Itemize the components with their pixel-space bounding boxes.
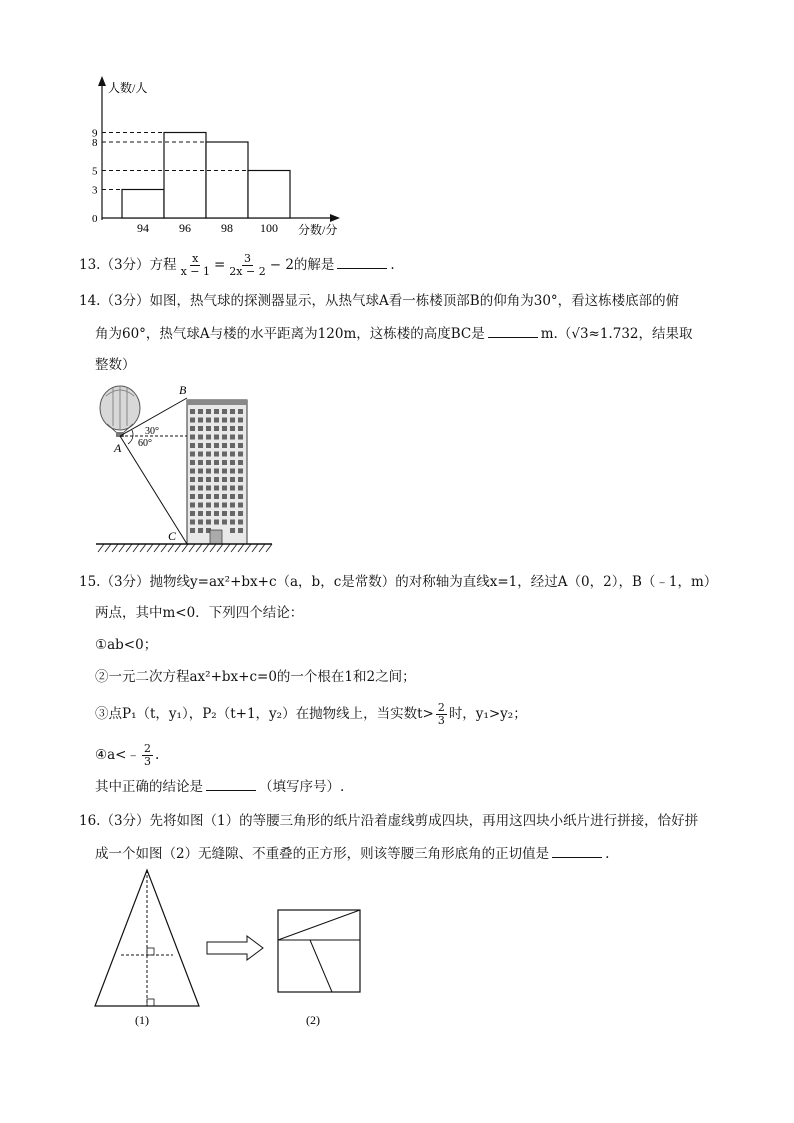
angle-60-label: 60° — [138, 438, 152, 449]
angle-30-label: 30° — [145, 426, 159, 437]
question-16-line-2: 成一个如图（2）无缝隙、不重叠的正方形，则该等腰三角形底角的正切值是 . — [95, 846, 610, 862]
sight-line-ac — [120, 436, 187, 544]
question-14-line-2: 角为60°，热气球A与楼的水平距离为120m，这栋楼的高度BC是 m.（√3≈1.732，结果取 — [95, 326, 693, 342]
y-tick-label: 9 — [92, 127, 98, 140]
point-a-label: A — [114, 441, 122, 455]
answer-blank[interactable] — [337, 256, 387, 269]
x-tick-label: 98 — [221, 221, 233, 235]
answer-blank[interactable] — [488, 325, 538, 338]
y-tick-label: 5 — [92, 165, 98, 178]
x-tick-label: 94 — [137, 221, 149, 235]
balloon-icon — [100, 386, 140, 437]
question-15-ask: 其中正确的结论是 （填写序号）. — [95, 779, 345, 795]
y-tick-label: 3 — [92, 184, 98, 197]
q13-fraction-2: $\frac{3}{2x - 2}$ — [229, 252, 266, 278]
y-axis-label: 人数/人 — [108, 81, 148, 95]
triangle-square-figure — [85, 862, 375, 1032]
bar-98 — [206, 142, 248, 218]
conclusion-3: ③点P₁（t，y₁），P₂（t+1，y₂）在抛物线上，当实数t> $\frac{2}{3}$ 时，y₁>y₂； — [95, 701, 527, 727]
bar-100 — [248, 171, 290, 219]
ground-hatch — [98, 544, 272, 552]
question-15-line-2: 两点，其中m<0．下列四个结论： — [95, 605, 304, 621]
isosceles-triangle — [95, 870, 199, 1006]
conclusion-2: ②一元二次方程ax²+bx+c=0的一个根在1和2之间； — [95, 669, 416, 685]
answer-blank[interactable] — [552, 845, 602, 858]
score-histogram — [80, 70, 360, 240]
balloon-building-figure — [92, 380, 277, 555]
question-16-line-1: 16.（3分）先将如图（1）的等腰三角形的纸片沿着虚线剪成四块，再用这四块小纸片进行拼接，恰好拼 — [79, 813, 699, 829]
question-14-line-3: 整数） — [95, 357, 136, 373]
arrow-right-icon — [207, 936, 263, 960]
conclusion-4: ④a<﹣ $\frac{2}{3}$ . — [95, 742, 160, 768]
figure-1-label: (1) — [135, 1013, 149, 1027]
bar-94 — [122, 190, 164, 219]
y-tick-label: 0 — [92, 213, 98, 225]
x-tick-label: 100 — [260, 221, 278, 235]
point-b-label: B — [179, 383, 187, 397]
y-axis — [98, 76, 106, 220]
figure-2-label: (2) — [306, 1013, 320, 1027]
x-tick-label: 96 — [179, 221, 191, 235]
question-15-line-1: 15.（3分）抛物线y=ax²+bx+c（a，b，c是常数）的对称轴为直线x=1，经过A（0，2），B（﹣1，m） — [79, 574, 718, 590]
building-icon — [187, 400, 247, 544]
answer-blank[interactable] — [206, 778, 256, 791]
point-c-label: C — [168, 529, 177, 543]
conclusion-1: ①ab<0； — [95, 637, 158, 653]
q13-fraction-1: $\frac{x}{x - 1}$ — [180, 252, 210, 278]
question-14-line-1: 14.（3分）如图，热气球的探测器显示，从热气球A看一栋楼顶部B的仰角为30°，看这栋楼底部的俯 — [79, 293, 680, 309]
question-13: 13.（3分）方程 $\frac{x}{x - 1}$ = $\frac{3}{2x - 2}$ − 2的解是 . — [79, 252, 395, 278]
y-tick-label: 8 — [92, 137, 98, 149]
x-axis-label: 分数/分 — [298, 223, 338, 237]
bar-96 — [164, 133, 206, 219]
square-assembly — [278, 910, 360, 992]
